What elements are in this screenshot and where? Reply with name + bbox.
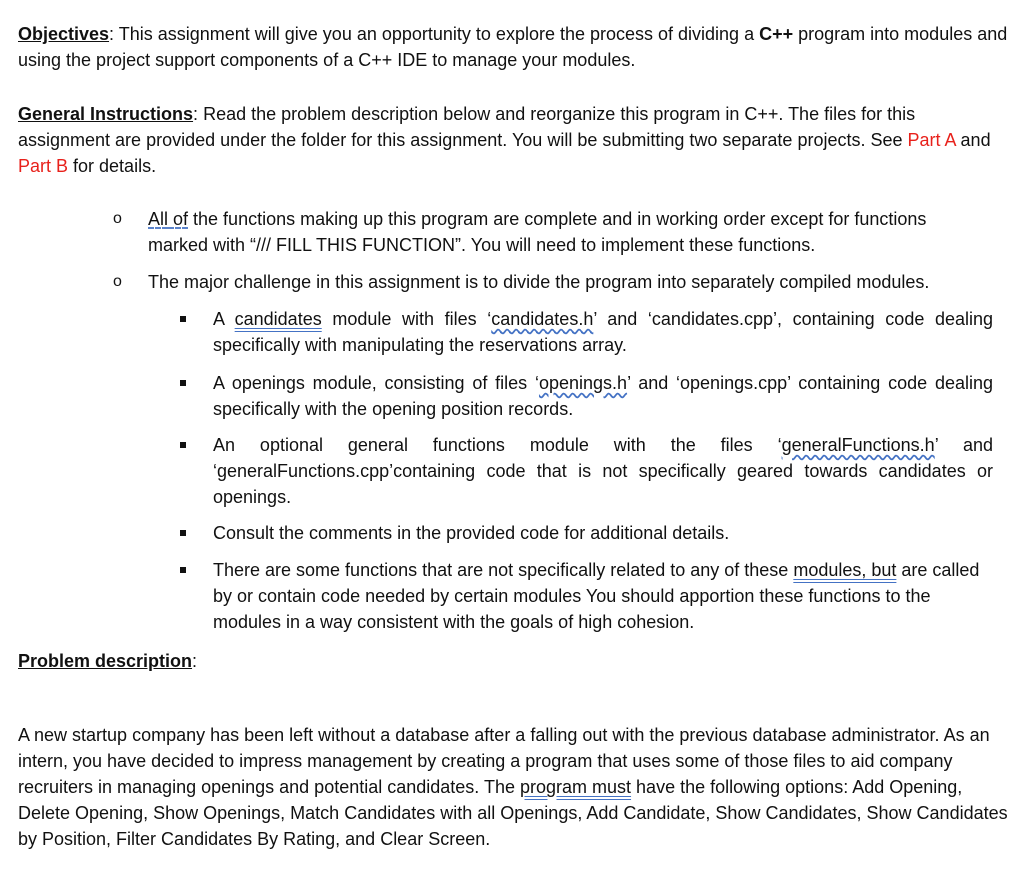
square-bullet-icon	[180, 567, 186, 573]
square-bullet-icon	[180, 442, 186, 448]
objectives-paragraph: Objectives: This assignment will give you an opportunity to explore the process of dividing a C++ program into modules and using the project support components of a C++ IDE to manage your modules.	[18, 24, 1008, 70]
circle-bullet-icon: o	[113, 273, 122, 290]
objectives-heading: Objectives	[18, 24, 110, 44]
part-b-label: Part B	[18, 156, 69, 176]
general-instructions-heading: General Instructions	[18, 104, 194, 124]
general-instructions-paragraph: General Instructions: Read the problem description below and reorganize this program in C++. The files for this assignment are provided under the folder for this assignment. You will be submitting two separate projects. See Part A and Part B for details.	[18, 104, 991, 176]
square-bullet-icon	[180, 380, 186, 386]
problem-description-heading-line: Problem description:	[18, 651, 198, 671]
problem-description-paragraph: A new startup company has been left without a database after a falling out with the previous database administrator. As an intern, you have decided to impress management by creating a program that uses some of those files to aid company recruiters in managing openings and potential candidates. The program must have the following options: Add Opening, Delete Opening, Show Openings, Match Candidates with all Openings, Add Candidate, Show Candidates, Show Candidates by Position, Filter Candidates By Rating, and Clear Screen.	[18, 725, 1008, 849]
square-bullet-icon	[180, 316, 186, 322]
square-bullet-icon	[180, 530, 186, 536]
problem-description-heading: Problem description	[18, 651, 193, 671]
circle-bullet-icon: o	[113, 210, 122, 227]
part-a-label: Part A	[907, 130, 956, 150]
